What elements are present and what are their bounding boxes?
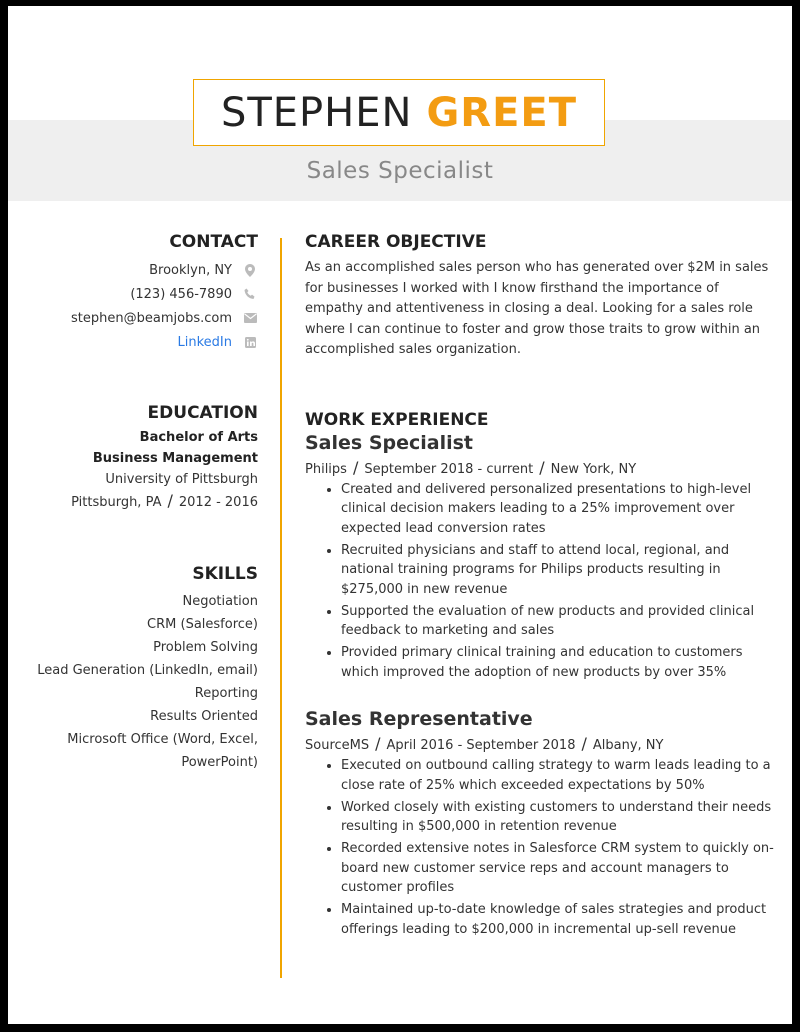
location-text: Brooklyn, NY xyxy=(149,262,232,278)
skill-item: CRM (Salesforce) xyxy=(147,617,258,632)
job-meta xyxy=(305,732,775,756)
separator-slash: / xyxy=(375,734,381,753)
job-location: Albany, NY xyxy=(592,738,664,753)
skill-item: Problem Solving xyxy=(153,640,258,655)
last-name: GREET xyxy=(426,89,578,136)
job-bullets xyxy=(305,480,775,683)
education-heading: EDUCATION xyxy=(147,403,258,423)
skills-heading: SKILLS xyxy=(192,564,258,584)
contact-linkedin[interactable] xyxy=(28,330,258,354)
job-dates: September 2018 - current xyxy=(364,461,534,477)
linkedin-icon xyxy=(242,337,258,348)
separator-slash: / xyxy=(581,734,587,753)
contact-heading: CONTACT xyxy=(169,232,258,252)
job-meta xyxy=(305,456,775,480)
experience-heading: WORK EXPERIENCE xyxy=(305,409,489,430)
separator-slash: / xyxy=(539,457,545,477)
job-entry xyxy=(305,706,775,939)
bullet-item: • Supported the evaluation of new products and provided clinical feedback to marketing and sales xyxy=(341,602,775,641)
skill-item: PowerPoint) xyxy=(181,755,258,770)
job-location: New York, NY xyxy=(550,461,637,477)
linkedin-link[interactable]: LinkedIn xyxy=(177,334,232,350)
bullet-item: • Provided primary clinical training and education to customers which improved the adoption of new products by over 35% xyxy=(341,643,775,682)
first-name: STEPHEN xyxy=(220,89,413,136)
phone-icon xyxy=(242,288,258,300)
separator-slash: / xyxy=(352,457,359,477)
phone-text: (123) 456-7890 xyxy=(130,286,232,302)
company: Philips xyxy=(305,461,347,477)
bullet-item: • Recorded extensive notes in Salesforce CRM system to quickly on-board new customer service reps and account managers to customer profiles xyxy=(341,839,775,898)
education-years: 2012 - 2016 xyxy=(178,495,258,510)
job-title-subtitle: Sales Specialist xyxy=(306,158,494,184)
job-title: Sales Specialist xyxy=(305,431,474,454)
school: University of Pittsburgh xyxy=(105,472,258,487)
education-meta xyxy=(28,490,258,511)
objective-text: As an accomplished sales person who has generated over $2M in sales for businesses I worked with I know firsthand the importance of empathy and attentiveness in closing a deal. Looking for a sales role where I can continue to foster and grow those traits to grow within an accomplished sales organization. xyxy=(305,260,769,357)
email-icon xyxy=(242,313,258,323)
contact-section xyxy=(28,232,258,354)
skill-item: Microsoft Office (Word, Excel, xyxy=(67,732,258,747)
objective-heading: CAREER OBJECTIVE xyxy=(305,232,487,252)
job-title: Sales Representative xyxy=(305,708,533,730)
skill-item: Negotiation xyxy=(182,594,258,609)
location-pin-icon xyxy=(242,264,258,277)
main-column xyxy=(305,232,775,942)
bullet-item: • Worked closely with existing customers to understand their needs resulting in $500,000 in retention revenue xyxy=(341,798,775,837)
contact-email[interactable] xyxy=(28,306,258,330)
skill-item: Results Oriented xyxy=(150,709,258,724)
degree: Bachelor of Arts xyxy=(139,430,258,445)
job-entry xyxy=(305,430,775,683)
contact-phone xyxy=(28,282,258,306)
bullet-item: • Maintained up-to-date knowledge of sales strategies and product offerings leading to $200,000 in incremental up-sell revenue xyxy=(341,900,775,939)
separator-slash: / xyxy=(167,491,173,510)
skills-section xyxy=(28,564,258,774)
contact-location xyxy=(28,258,258,282)
skill-item: Reporting xyxy=(194,686,258,701)
bullet-item: • Recruited physicians and staff to attend local, regional, and national training programs for Philips products resulting in $275,000 in new revenue xyxy=(341,541,775,600)
job-bullets xyxy=(305,756,775,939)
job-dates: April 2016 - September 2018 xyxy=(386,738,576,753)
school-location: Pittsburgh, PA xyxy=(71,495,162,510)
name-box xyxy=(193,79,605,146)
major: Business Management xyxy=(92,451,258,466)
company: SourceMS xyxy=(305,738,370,753)
column-divider xyxy=(280,238,282,978)
email-text[interactable]: stephen@beamjobs.com xyxy=(71,310,232,326)
resume-page xyxy=(8,6,792,1024)
education-section xyxy=(28,403,258,511)
skill-item: Lead Generation (LinkedIn, email) xyxy=(37,663,258,678)
bullet-item: • Executed on outbound calling strategy to warm leads leading to a close rate of 25% which exceeded expectations by 50% xyxy=(341,756,775,795)
bullet-item: • Created and delivered personalized presentations to high-level clinical decision makers leading to a 25% improvement over expected lead conversion rates xyxy=(341,480,775,539)
